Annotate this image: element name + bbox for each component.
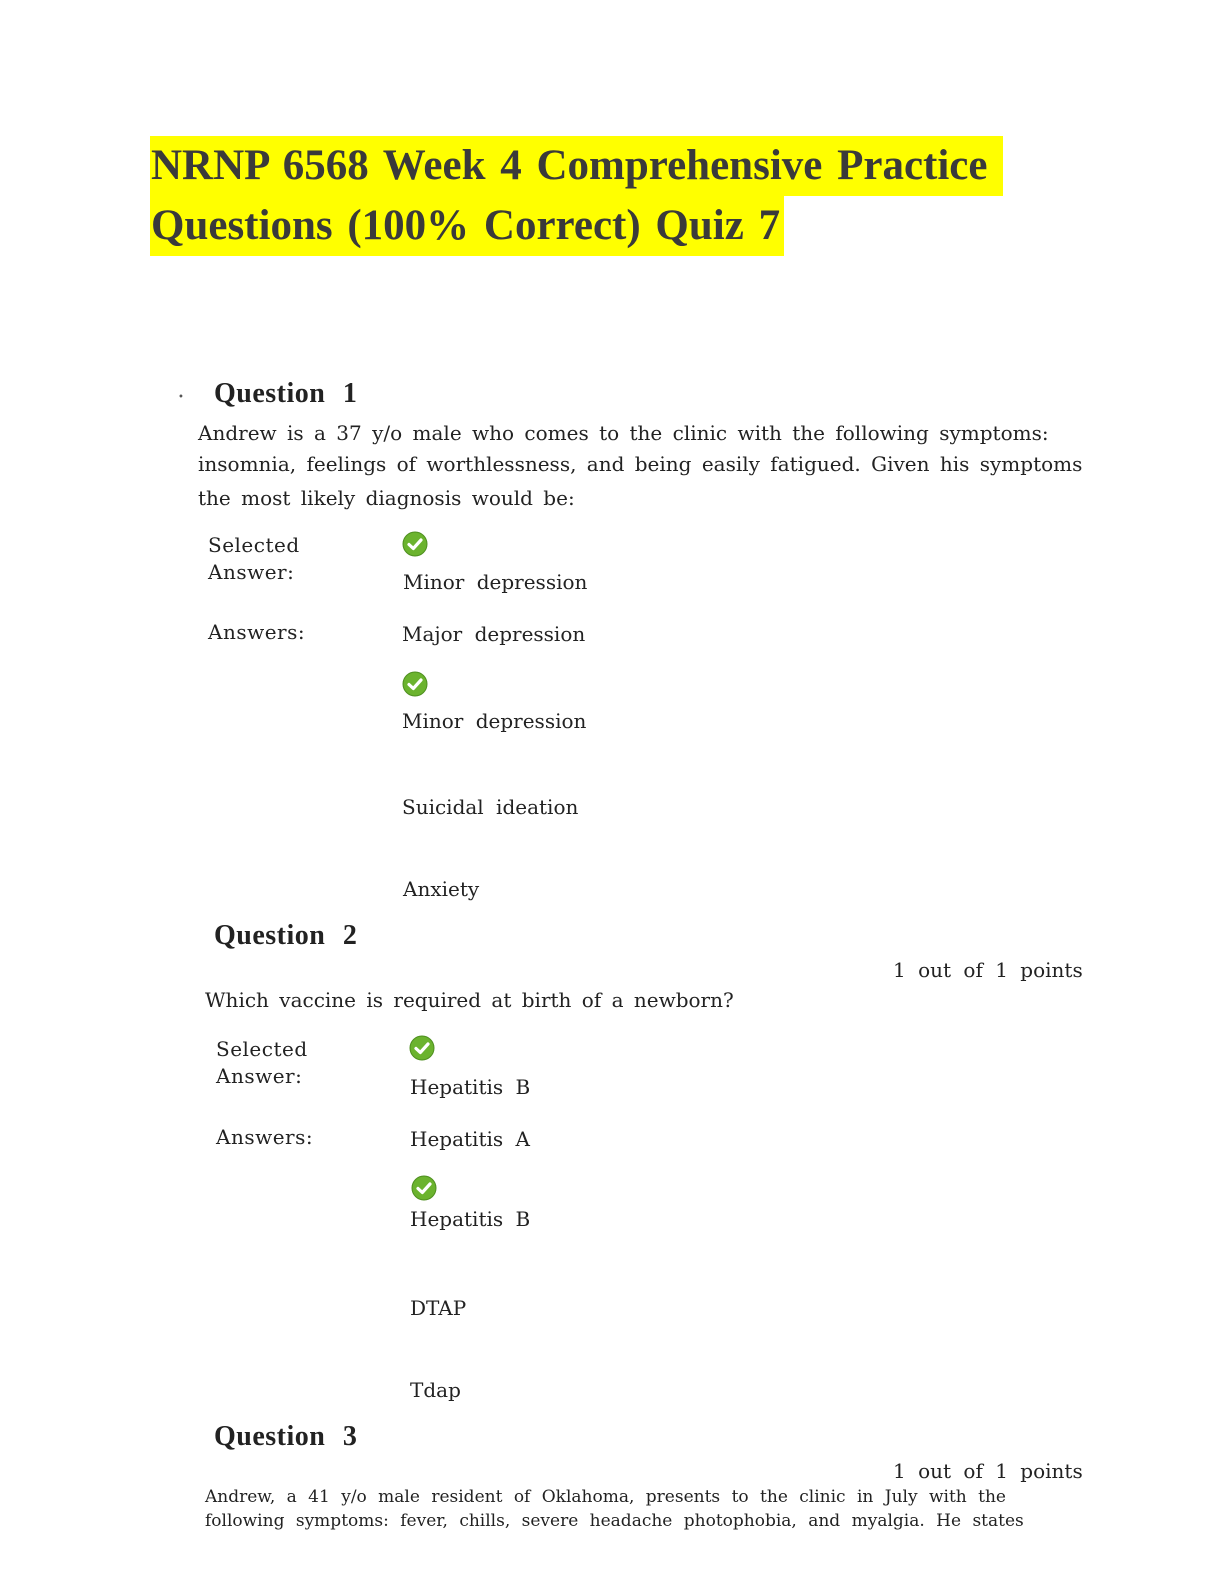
question-3-text-line-2: following symptoms: fever, chills, severe headache photophobia, and myalgia. He states xyxy=(205,1511,1024,1531)
bullet-marker: • xyxy=(178,392,184,403)
check-circle-icon xyxy=(402,531,428,557)
question-3-heading: Question 3 xyxy=(214,1421,358,1452)
question-2-answers-label: Answers: xyxy=(216,1125,314,1149)
question-2-text: Which vaccine is required at birth of a newborn? xyxy=(205,988,734,1012)
question-2-answer-3: DTAP xyxy=(410,1296,467,1320)
selected-label-word: Selected xyxy=(208,533,300,557)
question-1-answer-4: Anxiety xyxy=(403,877,480,901)
question-1-text-line-1: Andrew is a 37 y/o male who comes to the clinic with the following symptoms: xyxy=(198,421,1049,445)
question-2-selected-answer: Hepatitis B xyxy=(410,1075,531,1099)
question-2-answer-2: Hepatitis B xyxy=(410,1207,531,1231)
question-2-points: 1 out of 1 points xyxy=(893,958,1083,982)
question-1-text-line-3: the most likely diagnosis would be: xyxy=(198,486,575,510)
title-line-2: Questions (100% Correct) Quiz 7 xyxy=(150,196,784,256)
question-1-selected-answer: Minor depression xyxy=(403,570,588,594)
question-1-answers-label: Answers: xyxy=(208,620,306,644)
question-1-selected-label xyxy=(208,532,300,586)
question-1-answer-3: Suicidal ideation xyxy=(402,795,579,819)
question-2-heading: Question 2 xyxy=(214,920,358,951)
check-circle-icon xyxy=(402,671,428,697)
title-line-1: NRNP 6568 Week 4 Comprehensive Practice xyxy=(150,136,1003,196)
question-1-answer-1: Major depression xyxy=(402,622,586,646)
question-2-selected-label xyxy=(216,1036,308,1090)
answer-label-word: Answer: xyxy=(208,560,295,584)
question-2-answer-1: Hepatitis A xyxy=(410,1127,530,1151)
question-3-text-line-1: Andrew, a 41 y/o male resident of Oklahoma, presents to the clinic in July with the xyxy=(205,1487,1006,1507)
selected-label-word: Selected xyxy=(216,1037,308,1061)
question-1-text-line-2: insomnia, feelings of worthlessness, and being easily fatigued. Given his symptoms xyxy=(198,452,1083,476)
question-2-answer-4: Tdap xyxy=(410,1378,461,1402)
answer-label-word: Answer: xyxy=(216,1064,303,1088)
check-circle-icon xyxy=(411,1175,437,1201)
check-circle-icon xyxy=(409,1035,435,1061)
question-1-answer-2: Minor depression xyxy=(402,709,587,733)
document-title xyxy=(150,136,1003,256)
question-3-points: 1 out of 1 points xyxy=(893,1459,1083,1483)
question-1-heading: Question 1 xyxy=(214,378,358,409)
